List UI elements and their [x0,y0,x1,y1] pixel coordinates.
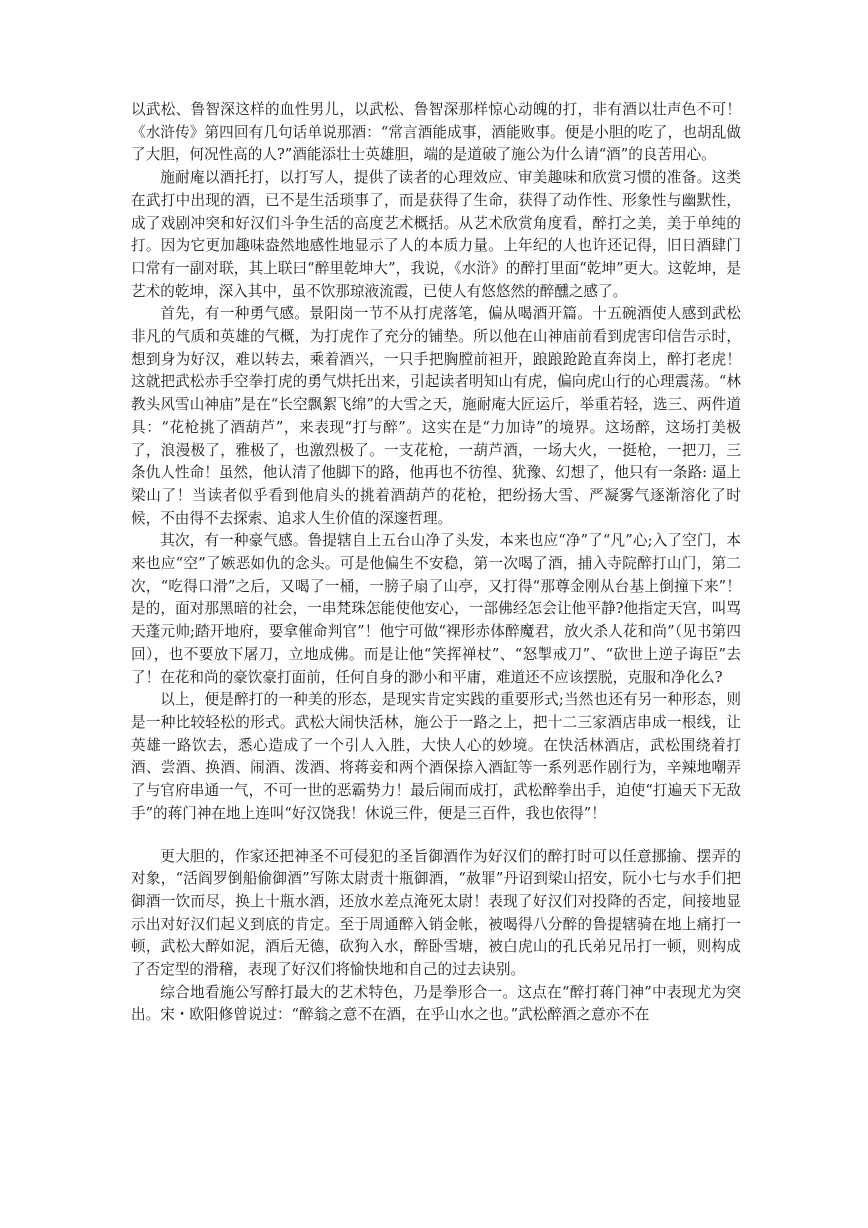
paragraph-6: 更大胆的，作家还把神圣不可侵犯的圣旨御酒作为好汉们的醉打时可以任意挪揄、摆弄的对象，“活阎罗倒船偷御酒”写陈太尉责十瓶御酒，“赦罪”丹诏到梁山招安，阮小七与水手们把御酒一饮而尽，换上十瓶水酒，还放水差点淹死太尉！表现了好汉们对投降的否定，间接地显示出对好汉们起义到底的肯定。至于周通醉入销金帐，被喝得八分醉的鲁提辖骑在地上痛打一顿，武松大醉如泥，酒后无德，砍狗入水，醉卧雪塘，被白虎山的孔氏弟兄吊打一顿，则构成了否定型的滑稽，表现了好汉们将愉快地和自己的过去诀别。 [131,847,741,979]
paragraph-2: 施耐庵以酒托打，以打写人，提供了读者的心理效应、审美趣味和欣赏习惯的准备。这类在武打中出现的酒，已不是生活琐事了，而是获得了生命，获得了动作性、形象性与幽默性，成了戏剧冲突和好汉们斗争生活的高度艺术概括。从艺术欣赏角度看，醉打之美，美于单纯的打。因为它更加趣味盎然地感性地显示了人的本质力量。上年纪的人也许还记得，旧日酒肆门口常有一副对联，其上联曰“醉里乾坤大”，我说，《水浒》的醉打里面“乾坤”更大。这乾坤，是艺术的乾坤，深入其中，虽不饮那琼液流霞，已使人有悠悠然的醉醺之感了。 [131,169,741,300]
paragraph-7: 综合地看施公写醉打最大的艺术特色，乃是拳形合一。这点在“醉打蒋门神”中表现尤为突出。宋・欧阳修曾说过：“醉翁之意不在酒，在乎山水之也。”武松醉酒之意亦不在 [131,983,741,1024]
paragraph-1: 以武松、鲁智深这样的血性男儿，以武松、鲁智深那样惊心动魄的打，非有酒以壮声色不可！《水浒传》第四回有几句话单说那酒：“常言酒能成事，酒能败事。便是小胆的吃了，也胡乱做了大胆，何况性高的人?”酒能添壮士英雄胆，端的是道破了施公为什么请“酒”的良苦用心。 [131,101,741,164]
paragraph-5: 以上，便是醉打的一种美的形态，是现实肯定实践的重要形式;当然也还有另一种形态，则是一种比较轻松的形式。武松大闹快活林，施公于一路之上，把十二三家酒店串成一根线，让英雄一路饮去，悉心造成了一个引人入胜，大快人心的妙境。在快活林酒店，武松围绕着打酒、尝酒、换酒、闹酒、泼酒、将蒋妾和两个酒保捺入酒缸等一系列恶作剧行为，辛辣地嘲弄了与官府串通一气，不可一世的恶霸势力！最后闹而成打，武松醉拳出手，迫使“打遍天下无敌手”的蒋门神在地上连叫“好汉饶我！休说三件，便是三百件，我也依得”！ [131,691,741,822]
article-body [131,99,741,1027]
paragraph-4: 其次，有一种豪气感。鲁提辖自上五台山净了头发，本来也应“净”了“凡”心;入了空门，本来也应“空”了嫉恶如仇的念头。可是他偏生不安稳，第一次喝了酒，捕入寺院醉打山门，第二次，“吃得口滑”之后，又喝了一桶，一膀子扇了山亭，又打得“那尊金刚从台基上倒撞下来”！是的，面对那黑暗的社会，一串梵珠怎能使他安心，一部佛经怎会让他平静?他指定天宫，叫骂天蓬元帅;踏开地府，要拿催命判官”！他宁可做“裸形赤体醉魔君，放火杀人花和尚”（见书第四回），也不要放下屠刀，立地成佛。而是让他“笑挥禅杖”、“怒掣戒刀”、“砍世上逆子诲臣”去了！在花和尚的豪饮豪打面前，任何自身的渺小和平庸，难道还不应该摆脱，克服和净化么? [131,532,741,686]
paragraph-3: 首先，有一种勇气感。景阳岗一节不从打虎落笔，偏从喝酒开篇。十五碗酒使人感到武松非凡的气质和英雄的气概，为打虎作了充分的铺垫。所以他在山神庙前看到虎害印信告示时，想到身为好汉，难以转去，乘着酒兴，一只手把胸膛前袒开，踉踉跄跄直奔岗上，醉打老虎！这就把武松赤手空拳打虎的勇气烘托出来，引起读者明知山有虎，偏向虎山行的心理震荡。“林教头风雪山神庙”是在“长空飘絮飞绵”的大雪之天，施耐庵大匠运斤，举重若轻，选三、两件道具：“花枪挑了酒葫芦”，来表现“打与醉”。这实在是“力加诗”的境界。这场醉，这场打美极了，浪漫极了，雅极了，也激烈极了。一支花枪，一葫芦酒，一场大火，一挺枪，一把刀，三条仇人性命！虽然，他认清了他脚下的路，他再也不彷徨、犹豫、幻想了，他只有一条路: 逼上梁山了！当读者似乎看到他肩头的挑着酒葫芦的花枪，把纷扬大雪、严凝雾气逐渐溶化了时候，不由得不去探索、追求人生价值的深邃哲理。 [131,305,741,527]
